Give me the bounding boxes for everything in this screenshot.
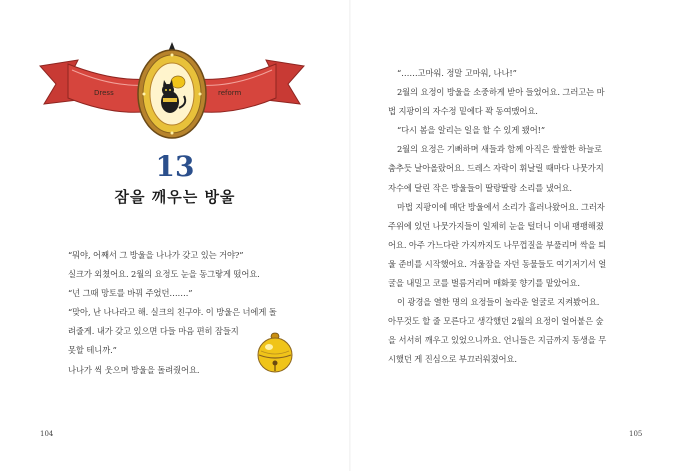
page-number: 104 — [40, 430, 54, 438]
right-page — [350, 0, 700, 471]
emblem-text-left: Dress — [94, 89, 114, 97]
chapter-title: 잠을 깨우는 방울 — [114, 188, 236, 206]
text-line: “넌 그때 망토를 바꿔 주었던…….” — [68, 288, 193, 299]
text-line: 주위에 있던 나뭇가지들이 일제히 눈을 털더니 이내 팽팽해졌 — [388, 220, 604, 231]
text-line: 못할 테니까.” — [68, 345, 117, 356]
emblem-text-right: reform — [218, 89, 242, 97]
right-body-text — [388, 64, 680, 370]
text-line: 춤추듯 날아올랐어요. 드레스 자락이 휘날릴 때마다 나뭇가지 — [388, 163, 604, 174]
text-line: 려줄게. 내가 갖고 있으면 다들 마음 편히 잠들지 — [68, 326, 239, 337]
page-number: 105 — [629, 430, 643, 438]
text-line: “다시 봄을 알리는 일을 할 수 있게 됐어!” — [397, 125, 546, 136]
text-line: 이 광경을 열한 명의 요정들이 놀라운 얼굴로 지켜봤어요. — [397, 297, 600, 308]
text-line: 실크가 외쳤어요. 2월의 요정도 눈을 동그랗게 떴어요. — [68, 269, 260, 280]
text-line: 시했던 게 진심으로 부끄러워졌어요. — [388, 354, 517, 365]
text-line: “맞아, 난 나나라고 해. 실크의 친구야. 이 방울은 너에게 돌 — [68, 307, 277, 318]
text-line: 법 지팡이의 자수정 밑에다 꽉 동여맸어요. — [388, 106, 538, 117]
text-line: 자수에 달린 작은 방울들이 딸랑딸랑 소리를 냈어요. — [388, 182, 572, 193]
text-line: 나나가 씩 웃으며 방울을 돌려줬어요. — [68, 364, 200, 375]
text-line: 아무것도 할 줄 모른다고 생각했던 2월의 요정이 얼어붙은 숲 — [388, 316, 604, 327]
text-line: 2월의 요정이 방울을 소중하게 받아 들었어요. 그러고는 마 — [397, 87, 605, 98]
text-line: 울 준비를 시작했어요. 겨울잠을 자던 동물들도 여기저기서 얼 — [388, 258, 607, 269]
text-line: 어요. 아주 가느다란 가지까지도 나무껍질을 부풀리며 싹을 틔 — [388, 239, 607, 250]
chapter-number: 13 — [155, 150, 195, 183]
text-line: “뭐야, 어째서 그 방울을 나나가 갖고 있는 거야?” — [68, 250, 244, 260]
golden-bell-icon — [253, 331, 297, 375]
text-line: 굴을 내밀고 코를 벌름거리며 매화꽃 향기를 맡았어요. — [388, 278, 580, 289]
dress-reform-emblem-icon — [38, 38, 306, 148]
text-line: 마법 지팡이에 매단 방울에서 소리가 흘러나왔어요. 그러자 — [397, 201, 605, 212]
text-line: 2월의 요정은 기뻐하며 새들과 함께 아직은 쌀쌀한 하늘로 — [397, 144, 602, 155]
text-line: “……고마워. 정말 고마워, 나나!” — [397, 68, 517, 78]
text-line: 을 서서히 깨우고 있었으니까요. 언니들은 지금까지 동생을 무 — [388, 335, 607, 346]
